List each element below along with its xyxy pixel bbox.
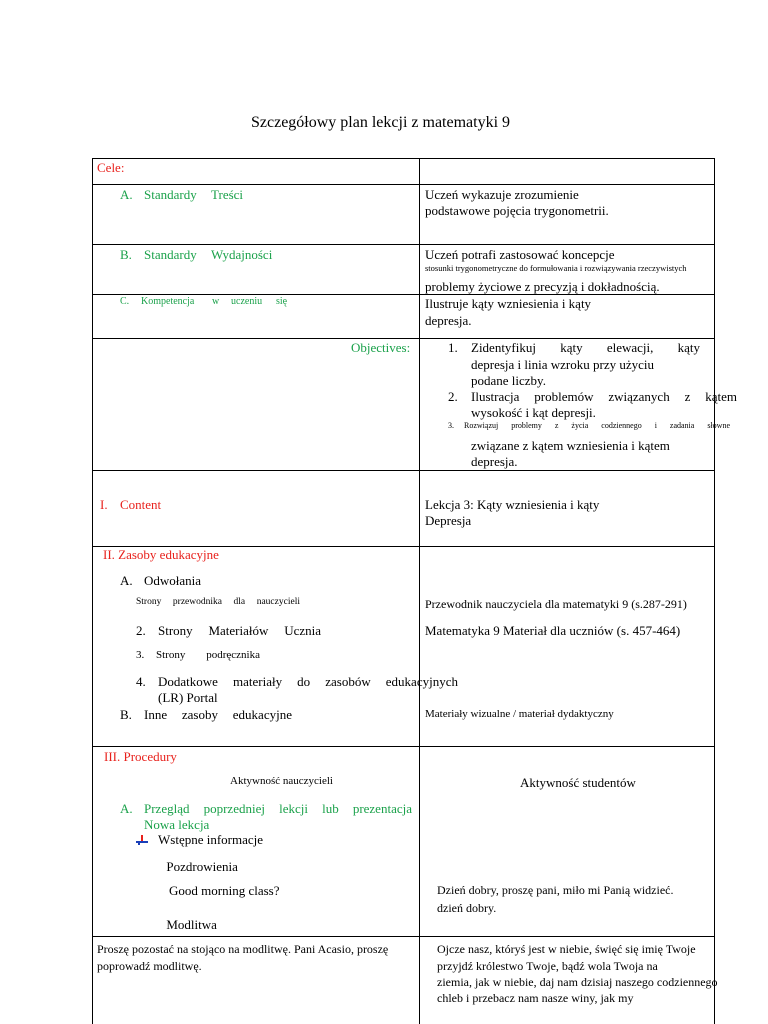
odwolania-num: A. [120,573,133,588]
objective-num: 3. [448,421,454,430]
prayer-request: Proszę pozostać na stojąco na modlitwę. Pani Acasio, proszę [97,942,389,956]
standardy-wydajnosci-text: Uczeń potrafi zastosować koncepcje [425,247,615,262]
cele-label: Cele: [97,160,125,175]
odwolania-label: Odwołania [144,573,202,588]
objective-line: podane liczby. [471,373,546,388]
objectives-label: Objectives: [351,340,411,355]
inne-zasoby-num: B. [120,707,132,722]
inne-zasoby-value: Materiały wizualne / materiał dydaktyczny [425,708,614,720]
teacher-activity-header: Aktywność nauczycieli [230,775,333,787]
row-divider [92,746,715,747]
kompetencja-label-word: uczeniu [231,296,263,307]
modlitwa: Modlitwa [153,917,204,932]
row-divider [92,470,715,471]
prayer-text: przyjdź królestwo Twoje, bądź wola Twoja na [437,959,658,973]
standardy-wydajnosci-num: B. [120,247,132,262]
table-border-right [714,158,715,1024]
standardy-tresci-text: podstawowe pojęcia trygonometrii. [425,203,609,218]
dodatkowe-materialy-num: 4. [136,674,146,689]
good-morning-text: Good morning class? [169,883,280,898]
dodatkowe-materialy-line2: (LR) Portal [158,690,218,705]
prayer-text: chleb i przebacz nam nasze winy, jak my [437,991,634,1005]
student-reply: dzień dobry. [437,901,497,915]
kompetencja-label-word: Kompetencja [141,296,195,307]
przeglad-num: A. [120,801,133,816]
standardy-tresci-label-word: Treści [211,187,244,202]
strony-przewodnika-value: Przewodnik nauczyciela dla matematyki 9 (s.287-291) [425,597,687,611]
strony-podrecznika: Strony podręcznika [156,649,260,661]
page-title: Szczegółowy plan lekcji z matematyki 9 [251,114,511,131]
objective-num: 1. [448,340,458,355]
kompetencja-label-word: w [212,296,220,307]
prayer-text: Ojcze nasz, któryś jest w niebie, święć się imię Twoje [437,942,696,956]
standardy-wydajnosci-text: problemy życiowe z precyzją i dokładnością. [425,279,660,294]
standardy-wydajnosci-label-word: Standardy [144,247,197,262]
kompetencja-text: Ilustruje kąty wzniesienia i kąty [425,296,592,311]
przeglad-lekcji: Przegląd poprzedniej lekcji lub prezentacja [144,801,412,816]
row-divider [92,338,715,339]
objective-line: związane z kątem wzniesienia i kątem [471,438,670,453]
objective-line: depresja. [471,454,518,469]
student-activity-header: Aktywność studentów [520,775,636,790]
wstepne-informacje: Wstępne informacje [158,832,264,847]
table-border-left [92,158,93,1024]
pozdrowienia: Pozdrowienia [153,859,225,874]
student-reply: Dzień dobry, proszę pani, miło mi Panią widzieć. [437,883,674,897]
kompetencja-label-word: się [276,296,288,307]
bullet-icon [136,835,148,845]
objective-first-line: Rozwiązuj problemy z życia codziennego i zadania słowne [464,421,730,430]
content-text: Lekcja 3: Kąty wzniesienia i kąty [425,497,600,512]
content-label: Content [120,497,162,512]
kompetencja-num: C. [120,296,130,307]
strony-podrecznika-num: 3. [136,649,145,661]
strony-materialow: Strony Materiałów Ucznia [158,623,321,638]
strony-przewodnika: Strony przewodnika dla nauczycieli [136,597,300,607]
inne-zasoby: Inne zasoby edukacyjne [144,707,292,722]
prayer-request: poprowadź modlitwę. [97,959,202,973]
table-column-divider [419,158,420,1024]
standardy-tresci-label-word: Standardy [144,187,197,202]
row-divider [92,184,715,185]
row-divider [92,936,715,937]
content-num: I. [100,497,108,512]
nowa-lekcja: Nowa lekcja [144,817,210,832]
table-border-top [92,158,715,159]
procedury-label: III. Procedury [104,749,177,764]
prayer-text: ziemia, jak w niebie, daj nam dzisiaj naszego codziennego [437,975,718,989]
standardy-wydajnosci-text-small: stosunki trygonometryczne do formułowania i rozwiązywania rzeczywistych [425,263,687,273]
strony-materialow-value: Matematyka 9 Materiał dla uczniów (s. 457-464) [425,623,681,638]
objective-first-line: Ilustracja problemów związanych z kątem [471,389,737,404]
standardy-tresci-num: A. [120,187,133,202]
kompetencja-text: depresja. [425,313,472,328]
objective-line: depresja i linia wzroku przy użyciu [471,357,655,372]
content-text: Depresja [425,513,472,528]
zasoby-label: II. Zasoby edukacyjne [103,547,219,562]
strony-materialow-num: 2. [136,623,146,638]
row-divider [92,244,715,245]
dodatkowe-materialy: Dodatkowe materiały do zasobów edukacyjnych [158,674,458,689]
objective-num: 2. [448,389,458,404]
standardy-wydajnosci-label-word: Wydajności [211,247,273,262]
objective-first-line: Zidentyfikuj kąty elewacji, kąty [471,340,700,355]
standardy-tresci-text: Uczeń wykazuje zrozumienie [425,187,579,202]
objective-line: wysokość i kąt depresji. [471,405,596,420]
